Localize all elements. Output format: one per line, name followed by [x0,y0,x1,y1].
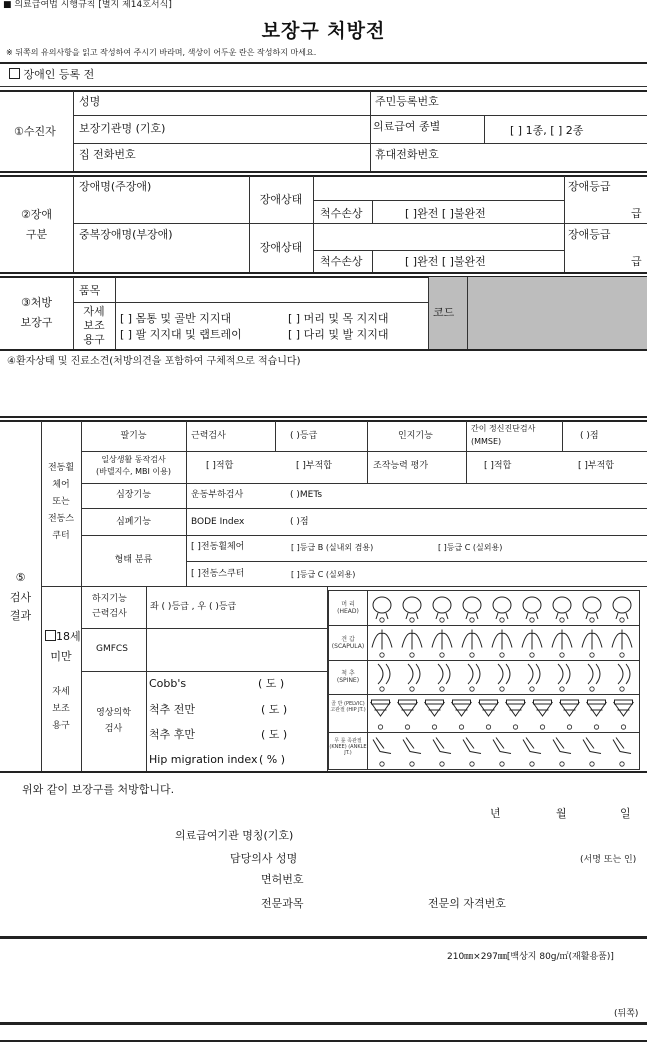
mets-blank[interactable]: ( )METs [290,490,323,500]
exam-label-2: 검사 [9,591,32,604]
manip-unsuitable[interactable]: [ ]부적합 [578,461,614,471]
grade-unit-1: 급 [631,207,642,220]
posture-diagram [328,590,640,770]
posture-figure-knee-6[interactable] [523,738,541,767]
lower-limb-lr-blank[interactable]: 좌 ( )등급 , 우 ( )등급 [150,602,237,612]
hip-migration-blank[interactable]: ( % ) [259,753,286,766]
code-label: 코드 [433,306,455,319]
spinal-label-1: 척수손상 [320,207,363,220]
bode-blank[interactable]: ( )점 [290,517,309,527]
manip-suitable[interactable]: [ ]적합 [484,461,512,471]
kyphosis-label: 척추 후만 [149,728,196,741]
item-label: 품목 [79,284,101,297]
lung-label: 심폐기능 [116,517,151,527]
diagram-spine-label: 척 추 (SPINE) [336,670,360,684]
posture-label-3: 용구 [83,333,105,346]
posture-figure-head-4[interactable] [463,597,481,622]
rrn-label: 주민등록번호 [375,95,439,108]
spinal-label-2: 척수손상 [320,255,363,268]
wheelchair-label-5: 쿠터 [52,531,70,541]
posture-figure-pelvic-7[interactable] [533,700,553,729]
posture-figure-knee-8[interactable] [583,738,601,767]
exam-label-1: ⑤ [15,571,26,584]
license-label: 면허번호 [261,873,304,886]
posture-figure-pelvic-9[interactable] [587,700,607,729]
form-reference: ■ 의료급여법 시행규칙 [별지 제14호서식] [3,0,172,10]
posture-figure-knee-7[interactable] [553,738,571,767]
posture-figure-head-8[interactable] [583,597,601,622]
posture-figure-spine-6[interactable] [528,664,540,691]
posture-figure-scapula-2[interactable] [402,630,422,658]
pre-registration-row [9,68,94,80]
grade-c-option-1[interactable]: [ ]등급 C (실외용) [438,543,503,552]
posture-figure-spine-8[interactable] [588,664,600,691]
month-label: 월 [556,807,567,820]
exercise-test-label: 운동부하검사 [191,490,244,500]
hip-migration-label: Hip migration index [149,753,258,766]
grade-unit-2: 급 [631,255,642,268]
under18-label-2: 미만 [50,650,72,663]
posture-figure-pelvic-4[interactable] [452,700,472,729]
doctor-name-label: 담당의사 성명 [230,852,298,865]
diagram-pelvic-label: 골 반 (PELVIC) 고관절 (HIP JT.) [330,701,366,713]
posture-figure-head-1[interactable] [373,597,391,622]
complete-options-1[interactable]: [ ]완전 [ ]불완전 [405,207,486,220]
posture-figure-head-7[interactable] [553,597,571,622]
prescription-label-1: ③처방 [20,296,53,309]
patient-status-label: ④환자상태 및 진료소견(처방의견을 포함하여 구체적으로 적습니다) [7,356,301,367]
back-side-label: (뒤쪽) [614,1009,639,1019]
manipulation-label: 조작능력 평가 [373,461,429,471]
posture-figure-knee-2[interactable] [403,738,421,767]
bode-label: BODE Index [191,517,245,527]
imaging-label-2: 검사 [104,724,123,734]
wheelchair-label-1: 전동휠 [47,463,75,473]
type-class-label: 형태 분류 [114,555,153,565]
posture-figure-pelvic-3[interactable] [425,700,445,729]
lordosis-label: 척추 전만 [149,703,196,716]
posture-label-1: 자세 [83,305,105,318]
complete-options-2[interactable]: [ ]완전 [ ]불완전 [405,255,486,268]
diagram-knee-label: 무 릎 족관절 (KNEE) (ANKLE JT.) [329,738,367,756]
posture-figure-spine-1[interactable] [378,664,390,691]
adl-label-2: (바델지수, MBI 이용) [96,467,171,476]
disability-label-2: 구분 [25,228,48,241]
gmfcs-label: GMFCS [96,644,128,654]
wheelchair-label-2: 체어 [52,480,70,490]
scooter-option[interactable]: [ ]전동스쿠터 [191,569,245,579]
certificate-label: 전문의 자격번호 [428,897,506,910]
kyphosis-blank[interactable]: ( 도 ) [261,728,288,741]
posture-figure-scapula-8[interactable] [582,630,602,658]
posture-label-2: 보조 [83,319,105,332]
cobbs-label: Cobb's [149,677,187,690]
posture-figure-scapula-9[interactable] [612,630,632,658]
institution-label: 보장기관명 (기호) [79,122,166,135]
posture-figure-scapula-1[interactable] [372,630,392,658]
mmse-label-1: 간이 정신진단검사 [471,424,536,433]
status-label-1: 장애상태 [259,193,303,206]
posture-figure-scapula-7[interactable] [552,630,572,658]
posture-figure-knee-1[interactable] [373,738,391,767]
posture-figure-knee-5[interactable] [493,738,511,767]
prescription-label-2: 보장구 [20,316,53,329]
diagram-scapula-label: 견 갑 (SCAPULA) [331,636,365,650]
posture-figure-scapula-5[interactable] [492,630,512,658]
posture-figure-head-6[interactable] [523,597,541,622]
disability-label-1: ②장애 [20,208,53,221]
under18-label-1: 18세 [56,630,81,643]
posture-figure-pelvic-5[interactable] [479,700,499,729]
option-trunk-pelvis[interactable]: [ ] 몸통 및 골반 지지대 [120,312,232,325]
adl-unsuitable[interactable]: [ ]부적합 [296,461,332,471]
grade-c-option-2[interactable]: [ ]등급 C (실외용) [291,570,356,579]
posture-figure-head-9[interactable] [613,597,631,622]
mmse-score-blank[interactable]: ( )점 [580,431,599,441]
diagram-head-label: 머 리 (HEAD) [337,601,359,615]
form-notice: ※ 뒤쪽의 유의사항을 읽고 작성하여 주시기 바라며, 색상이 어두운 란은 작성하지 마세요. [6,48,317,57]
posture-figure-scapula-6[interactable] [522,630,542,658]
grade-label-1: 장애등급 [568,180,611,193]
posture-figure-pelvic-8[interactable] [560,700,580,729]
option-arm-laptray[interactable]: [ ] 팔 지지대 및 랩트레이 [120,328,242,341]
aid-type-options[interactable]: [ ] 1종, [ ] 2종 [510,124,584,137]
mmse-label-2: (MMSE) [471,437,502,446]
option-leg-foot[interactable]: [ ] 다리 및 발 지지대 [288,328,389,341]
posture-tool-label-2: 보조 [52,704,70,714]
posture-figure-spine-9[interactable] [618,664,630,691]
posture-figure-spine-5[interactable] [498,664,510,691]
day-label: 일 [620,807,631,820]
posture-figure-spine-4[interactable] [468,664,480,691]
lower-limb-label-1: 하지기능 [92,594,127,604]
grade-b-option[interactable]: [ ]등급 B (실내외 겸용) [291,543,374,552]
option-head-neck[interactable]: [ ] 머리 및 목 지지대 [288,312,389,325]
wheelchair-label-4: 전동스 [47,514,75,524]
specialty-label: 전문과목 [261,897,304,910]
pre-registration-label: 장애인 등록 전 [23,68,95,81]
code-shaded-area [428,277,647,349]
posture-figure-spine-7[interactable] [558,664,570,691]
cardio-label: 심장기능 [116,490,151,500]
institution-name-label: 의료급여기관 명칭(기호) [175,829,294,842]
under18-row [45,630,81,642]
posture-tool-label-3: 용구 [52,721,70,731]
adl-label-1: 일상생활 동작검사 [101,455,166,464]
posture-figure-scapula-4[interactable] [462,630,482,658]
posture-figure-spine-2[interactable] [408,664,420,691]
posture-figure-pelvic-2[interactable] [398,700,418,729]
muscle-test-label: 근력검사 [191,431,226,441]
arm-function-label: 팔기능 [120,431,147,441]
paper-spec: 210㎜×297㎜[백상지 80g/㎡(재활용품)] [447,952,614,962]
posture-figures [367,591,639,769]
form-title: 보장구 처방전 [261,20,386,42]
year-label: 년 [490,807,501,820]
under18-checkbox[interactable] [45,630,56,641]
lower-limb-label-2: 근력검사 [92,609,127,619]
power-wheelchair-option[interactable]: [ ]전동휠체어 [191,542,245,552]
posture-figure-head-5[interactable] [493,597,511,622]
statement: 위와 같이 보장구를 처방합니다. [22,783,175,796]
cognition-label: 인지기능 [398,431,433,441]
posture-figure-knee-3[interactable] [433,738,451,767]
recipient-label: ①수진자 [14,125,56,138]
main-disability-label: 장애명(주장애) [79,180,152,193]
posture-tool-label-1: 자세 [52,687,70,697]
muscle-grade-blank[interactable]: ( )등급 [290,431,318,441]
posture-figure-spine-3[interactable] [438,664,450,691]
name-label: 성명 [79,95,101,108]
posture-figure-pelvic-6[interactable] [506,700,526,729]
home-phone-label: 집 전화번호 [79,148,136,161]
lordosis-blank[interactable]: ( 도 ) [261,703,288,716]
multi-disability-label: 중복장애명(부장애) [79,228,173,241]
signature-label[interactable]: (서명 또는 인) [580,855,637,865]
grade-label-2: 장애등급 [568,228,611,241]
imaging-label-1: 영상의학 [96,708,131,718]
pre-registration-checkbox[interactable] [9,68,20,79]
posture-figure-knee-9[interactable] [613,738,631,767]
aid-type-label: 의료급여 종별 [373,120,441,133]
posture-figure-head-3[interactable] [433,597,451,622]
cobbs-blank[interactable]: ( 도 ) [258,677,285,690]
posture-figure-pelvic-10[interactable] [614,700,634,729]
wheelchair-label-3: 또는 [52,497,70,507]
status-label-2: 장애상태 [259,241,303,254]
posture-figure-scapula-3[interactable] [432,630,452,658]
mobile-label: 휴대전화번호 [375,148,439,161]
posture-figure-pelvic-1[interactable] [371,700,391,729]
posture-figure-knee-4[interactable] [463,738,481,767]
adl-suitable[interactable]: [ ]적합 [206,461,234,471]
exam-label-3: 결과 [9,609,32,622]
posture-figure-head-2[interactable] [403,597,421,622]
